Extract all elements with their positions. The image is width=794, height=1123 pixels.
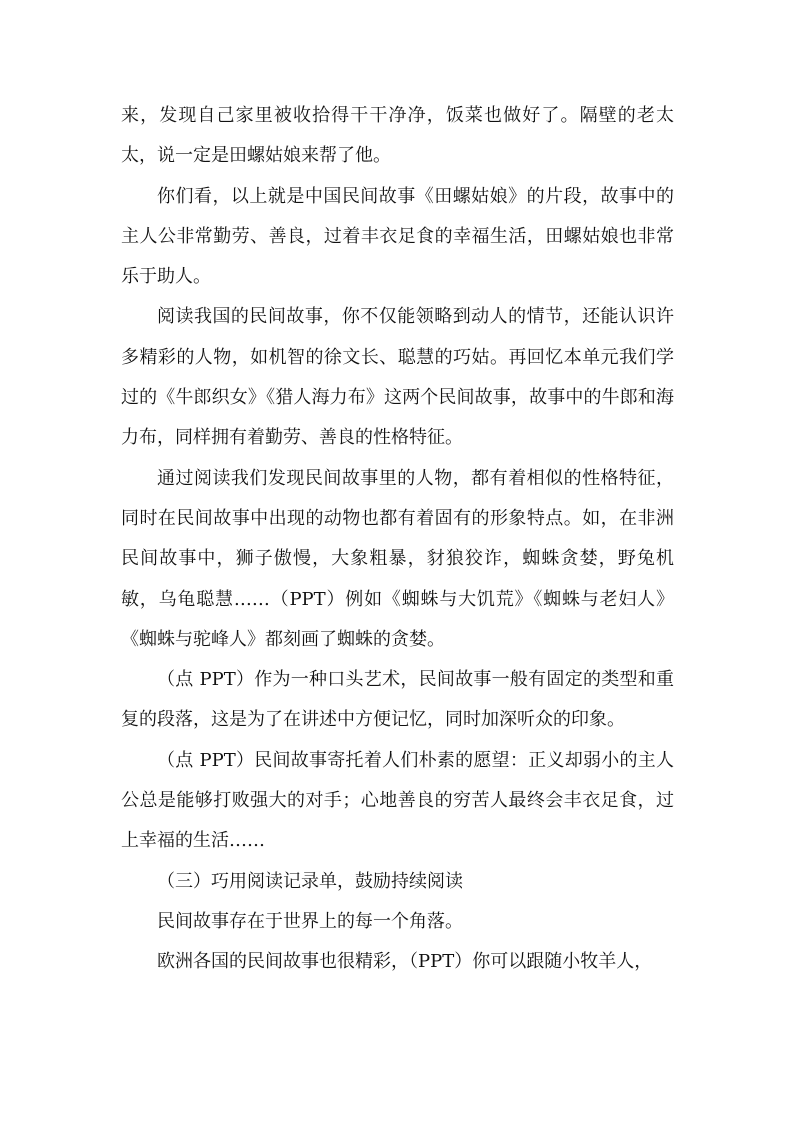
paragraph: （点 PPT）作为一种口头艺术，民间故事一般有固定的类型和重复的段落，这是为了在讲述中方便记忆，同时加深听众的印象。: [121, 669, 674, 731]
document-body: [121, 96, 674, 983]
paragraph: 通过阅读我们发现民间故事里的人物，都有着相似的性格特征，同时在民间故事中出现的动物也都有着固有的形象特点。如，在非洲民间故事中，狮子傲慢，大象粗暴，豺狼狡诈，蜘蛛贪婪，野兔机敏，乌龟聪慧……（PPT）例如《蜘蛛与大饥荒》《蜘蛛与老妇人》《蜘蛛与驼峰人》都刻画了蜘蛛的贪婪。: [121, 467, 674, 650]
section-heading: （三）巧用阅读记录单，鼓励持续阅读: [157, 870, 463, 892]
paragraph: （点 PPT）民间故事寄托着人们朴素的愿望：正义却弱小的主人公总是能够打败强大的对手；心地善良的穷苦人最终会丰衣足食，过上幸福的生活……: [121, 749, 674, 852]
paragraph: 民间故事存在于世界上的每一个角落。: [157, 910, 463, 932]
paragraph: 欧洲各国的民间故事也很精彩，（PPT）你可以跟随小牧羊人，: [157, 951, 653, 973]
paragraph: 你们看，以上就是中国民间故事《田螺姑娘》的片段，故事中的主人公非常勤劳、善良，过着丰衣足食的幸福生活，田螺姑娘也非常乐于助人。: [121, 185, 674, 288]
paragraph: 来，发现自己家里被收拾得干干净净，饭菜也做好了。隔壁的老太太，说一定是田螺姑娘来帮了他。: [121, 105, 674, 167]
paragraph: 阅读我国的民间故事，你不仅能领略到动人的情节，还能认识许多精彩的人物，如机智的徐文长、聪慧的巧姑。再回忆本单元我们学过的《牛郎织女》《猎人海力布》这两个民间故事，故事中的牛郎和海力布，同样拥有着勤劳、善良的性格特征。: [121, 306, 674, 449]
